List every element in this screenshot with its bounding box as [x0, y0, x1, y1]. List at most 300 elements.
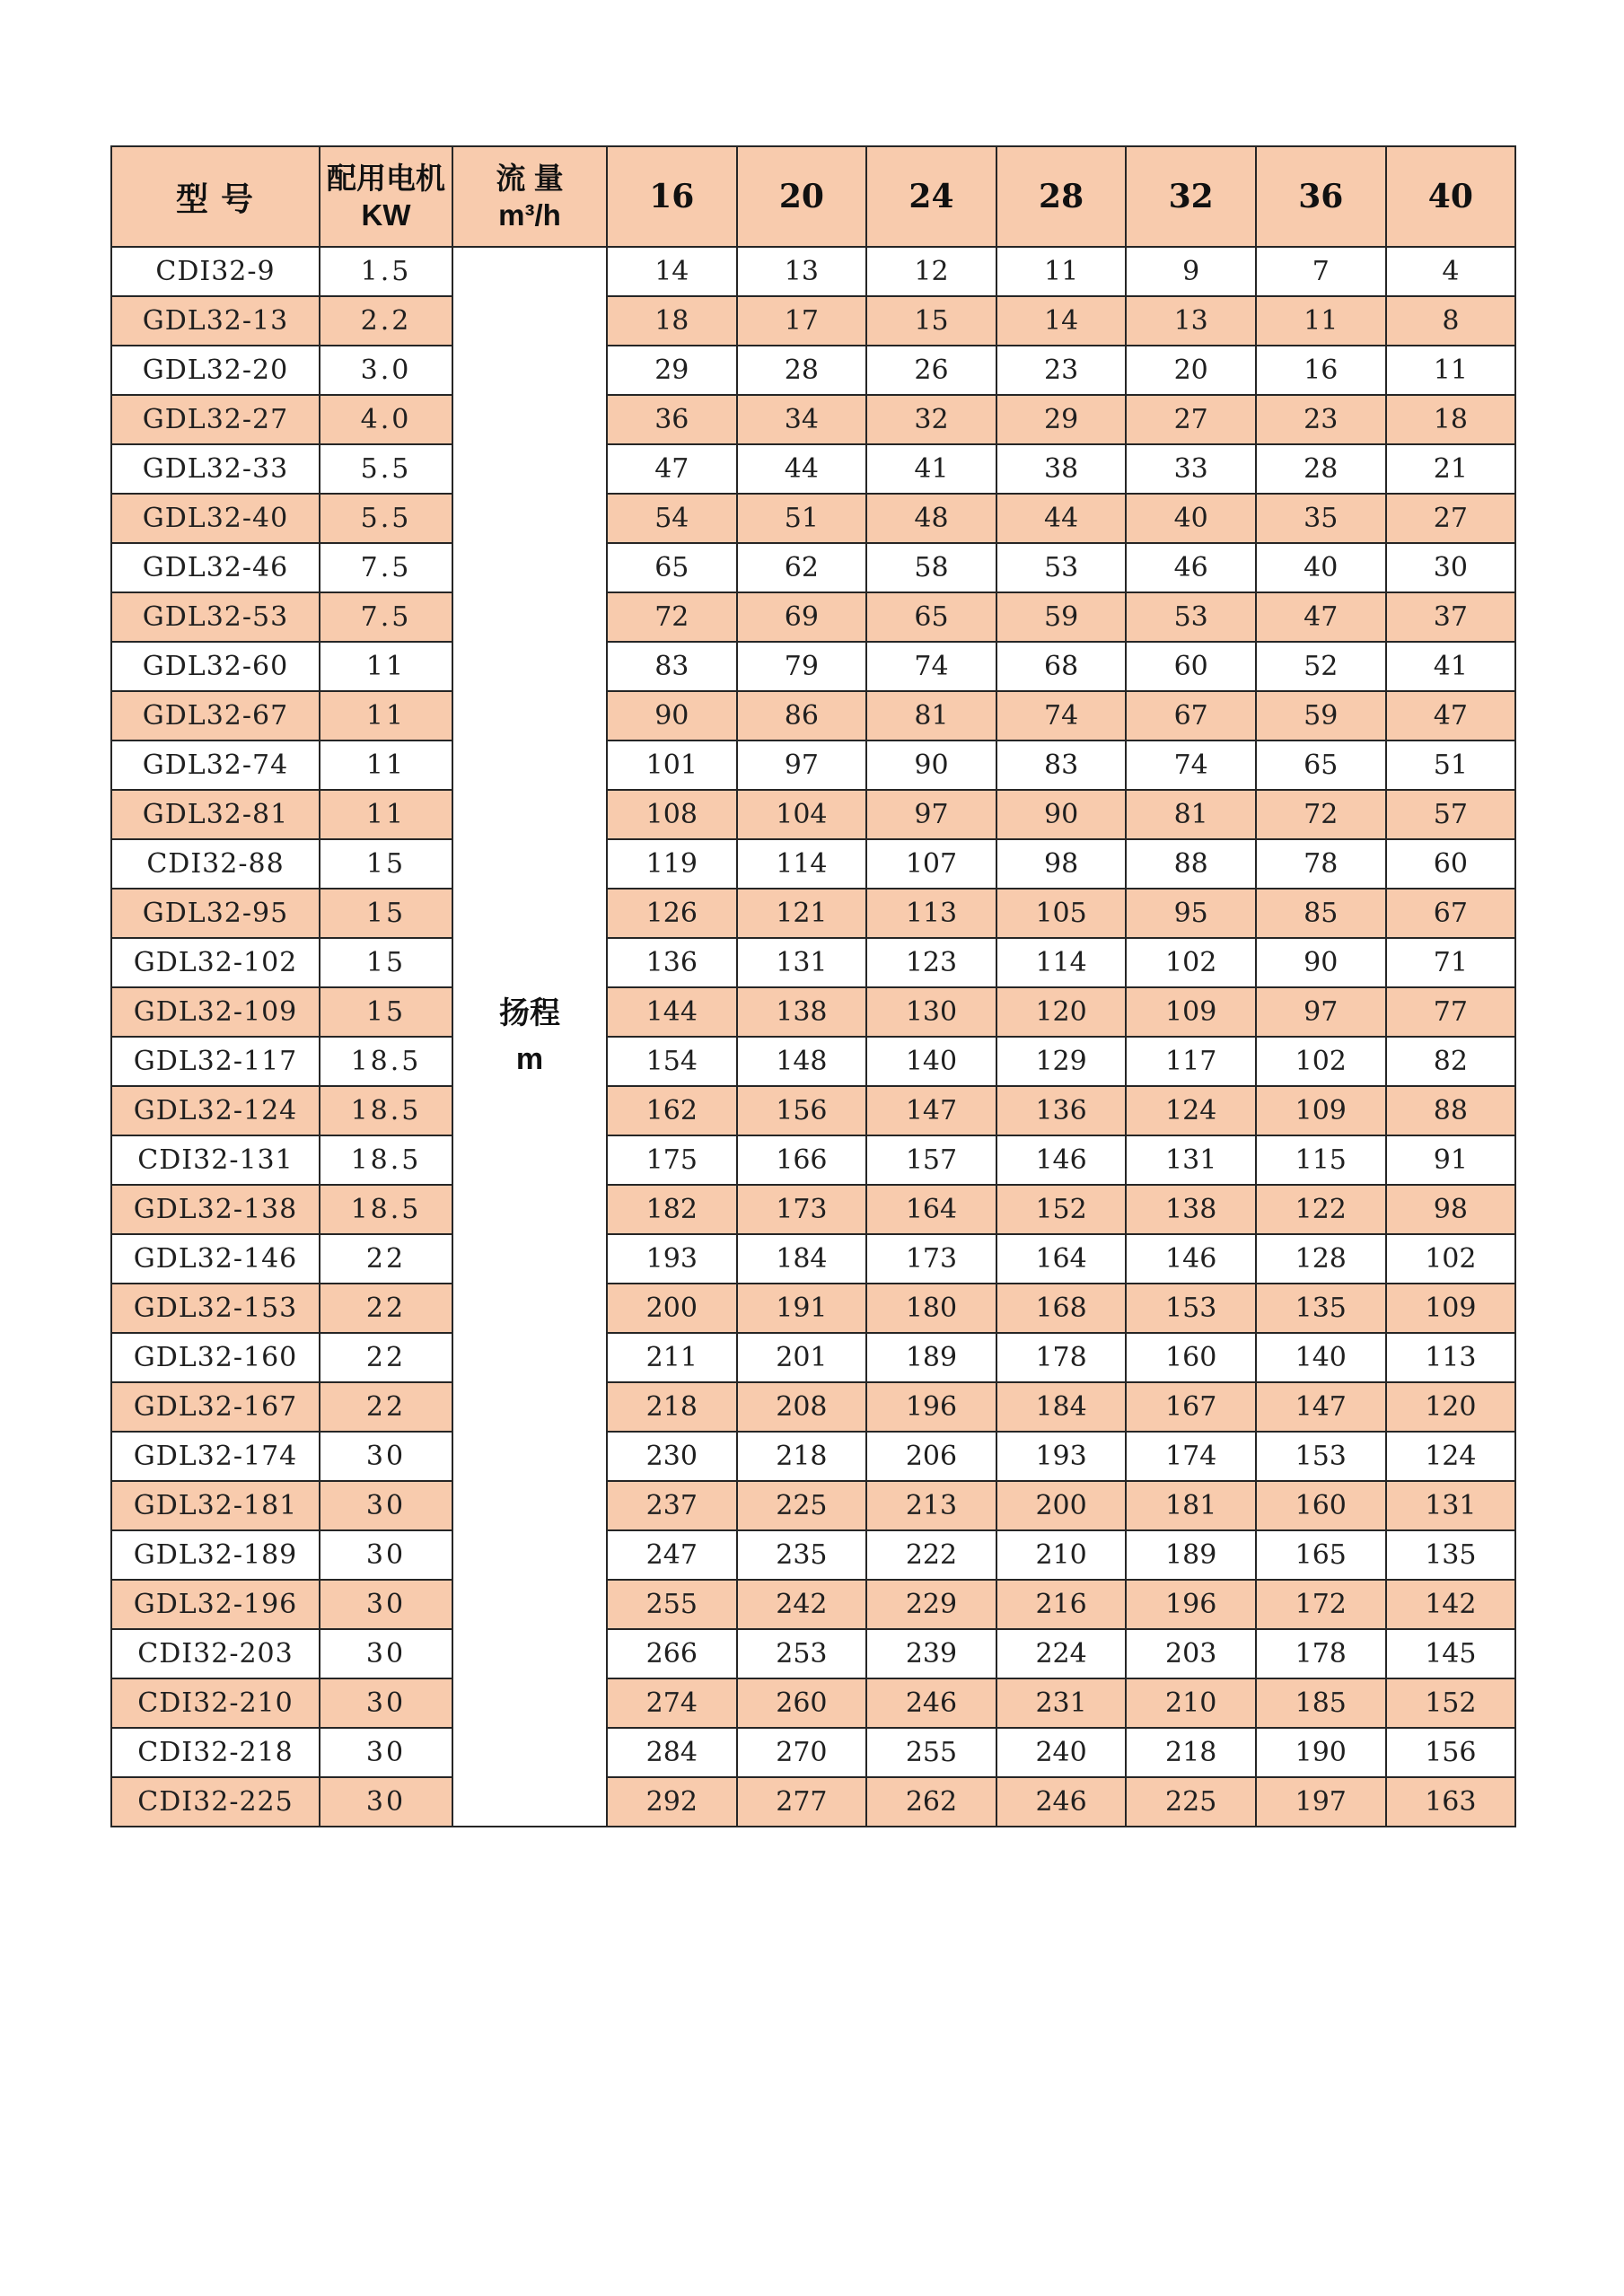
head-value-cell: 126 [607, 889, 737, 938]
table-row [111, 741, 1515, 790]
head-value-cell: 178 [1256, 1629, 1386, 1678]
head-value-cell: 54 [607, 494, 737, 543]
model-cell: CDI32-225 [111, 1777, 320, 1827]
head-value-cell: 114 [737, 839, 867, 889]
model-cell: GDL32-160 [111, 1333, 320, 1382]
motor-kw-cell: 22 [320, 1284, 452, 1333]
head-value-cell: 160 [1126, 1333, 1256, 1382]
head-value-cell: 237 [607, 1481, 737, 1530]
header-flow-24: 24 [866, 146, 996, 247]
head-value-cell: 175 [607, 1135, 737, 1185]
head-value-cell: 29 [996, 395, 1127, 444]
head-value-cell: 200 [607, 1284, 737, 1333]
head-value-cell: 172 [1256, 1580, 1386, 1629]
header-flow-16: 16 [607, 146, 737, 247]
head-value-cell: 113 [1386, 1333, 1516, 1382]
head-value-cell: 164 [996, 1234, 1127, 1284]
table-row [111, 1185, 1515, 1234]
head-value-cell: 274 [607, 1678, 737, 1728]
head-value-cell: 13 [1126, 296, 1256, 346]
head-value-cell: 8 [1386, 296, 1516, 346]
table-row [111, 592, 1515, 642]
table-row [111, 1432, 1515, 1481]
head-value-cell: 168 [996, 1284, 1127, 1333]
head-value-cell: 222 [866, 1530, 996, 1580]
head-value-cell: 164 [866, 1185, 996, 1234]
head-value-cell: 124 [1386, 1432, 1516, 1481]
head-value-cell: 51 [737, 494, 867, 543]
head-value-cell: 74 [1126, 741, 1256, 790]
model-cell: GDL32-95 [111, 889, 320, 938]
head-value-cell: 58 [866, 543, 996, 592]
model-cell: GDL32-196 [111, 1580, 320, 1629]
head-value-cell: 174 [1126, 1432, 1256, 1481]
head-value-cell: 79 [737, 642, 867, 691]
head-value-cell: 113 [866, 889, 996, 938]
head-value-cell: 38 [996, 444, 1127, 494]
table-body [111, 247, 1515, 1827]
motor-kw-cell: 5.5 [320, 444, 452, 494]
head-value-cell: 270 [737, 1728, 867, 1777]
motor-kw-cell: 15 [320, 889, 452, 938]
head-value-cell: 65 [607, 543, 737, 592]
header-row [111, 146, 1515, 247]
table-row [111, 1481, 1515, 1530]
model-cell: GDL32-153 [111, 1284, 320, 1333]
head-value-cell: 85 [1256, 889, 1386, 938]
head-value-cell: 292 [607, 1777, 737, 1827]
head-value-cell: 218 [1126, 1728, 1256, 1777]
table-row [111, 1086, 1515, 1135]
head-value-cell: 62 [737, 543, 867, 592]
head-value-cell: 74 [866, 642, 996, 691]
motor-kw-cell: 18.5 [320, 1135, 452, 1185]
motor-kw-cell: 15 [320, 839, 452, 889]
head-value-cell: 102 [1256, 1037, 1386, 1086]
table-row [111, 444, 1515, 494]
head-value-cell: 69 [737, 592, 867, 642]
motor-kw-cell: 7.5 [320, 592, 452, 642]
model-cell: CDI32-203 [111, 1629, 320, 1678]
head-value-cell: 74 [996, 691, 1127, 741]
table-row [111, 1580, 1515, 1629]
motor-kw-cell: 30 [320, 1481, 452, 1530]
head-value-cell: 197 [1256, 1777, 1386, 1827]
table-header [111, 146, 1515, 247]
head-value-cell: 147 [866, 1086, 996, 1135]
head-value-cell: 157 [866, 1135, 996, 1185]
model-cell: GDL32-74 [111, 741, 320, 790]
model-cell: GDL32-102 [111, 938, 320, 987]
head-value-cell: 216 [996, 1580, 1127, 1629]
head-value-cell: 97 [737, 741, 867, 790]
head-value-cell: 57 [1386, 790, 1516, 839]
motor-kw-cell: 30 [320, 1728, 452, 1777]
head-value-cell: 88 [1126, 839, 1256, 889]
head-value-cell: 180 [866, 1284, 996, 1333]
model-cell: CDI32-210 [111, 1678, 320, 1728]
head-value-cell: 28 [1256, 444, 1386, 494]
head-value-cell: 173 [737, 1185, 867, 1234]
head-value-cell: 182 [607, 1185, 737, 1234]
table-row [111, 889, 1515, 938]
head-value-cell: 48 [866, 494, 996, 543]
head-value-cell: 77 [1386, 987, 1516, 1037]
model-cell: GDL32-53 [111, 592, 320, 642]
head-value-cell: 124 [1126, 1086, 1256, 1135]
motor-kw-cell: 30 [320, 1777, 452, 1827]
head-value-cell: 210 [996, 1530, 1127, 1580]
head-value-cell: 246 [866, 1678, 996, 1728]
head-value-cell: 108 [607, 790, 737, 839]
head-value-cell: 152 [996, 1185, 1127, 1234]
head-value-cell: 98 [996, 839, 1127, 889]
head-value-cell: 147 [1256, 1382, 1386, 1432]
head-value-cell: 142 [1386, 1580, 1516, 1629]
head-value-cell: 156 [1386, 1728, 1516, 1777]
table-row [111, 691, 1515, 741]
table-row [111, 1333, 1515, 1382]
head-value-cell: 208 [737, 1382, 867, 1432]
head-value-cell: 122 [1256, 1185, 1386, 1234]
head-value-cell: 11 [1386, 346, 1516, 395]
head-value-cell: 224 [996, 1629, 1127, 1678]
head-value-cell: 218 [737, 1432, 867, 1481]
head-value-cell: 90 [1256, 938, 1386, 987]
model-cell: GDL32-189 [111, 1530, 320, 1580]
head-value-cell: 121 [737, 889, 867, 938]
head-value-cell: 148 [737, 1037, 867, 1086]
head-value-cell: 81 [866, 691, 996, 741]
head-value-cell: 11 [996, 247, 1127, 296]
model-cell: GDL32-181 [111, 1481, 320, 1530]
head-value-cell: 120 [996, 987, 1127, 1037]
header-flow-line1: 流 量 [496, 161, 564, 195]
head-value-cell: 41 [866, 444, 996, 494]
head-value-cell: 21 [1386, 444, 1516, 494]
model-cell: CDI32-9 [111, 247, 320, 296]
head-value-cell: 52 [1256, 642, 1386, 691]
head-value-cell: 129 [996, 1037, 1127, 1086]
model-cell: GDL32-138 [111, 1185, 320, 1234]
head-value-cell: 152 [1386, 1678, 1516, 1728]
head-value-cell: 231 [996, 1678, 1127, 1728]
head-value-cell: 4 [1386, 247, 1516, 296]
head-value-cell: 266 [607, 1629, 737, 1678]
table-row [111, 1234, 1515, 1284]
head-value-cell: 119 [607, 839, 737, 889]
pump-spec-table [110, 145, 1516, 1827]
head-value-cell: 193 [607, 1234, 737, 1284]
head-value-cell: 203 [1126, 1629, 1256, 1678]
head-value-cell: 67 [1126, 691, 1256, 741]
head-value-cell: 101 [607, 741, 737, 790]
head-value-cell: 105 [996, 889, 1127, 938]
head-value-cell: 18 [607, 296, 737, 346]
model-cell: CDI32-88 [111, 839, 320, 889]
head-value-cell: 90 [996, 790, 1127, 839]
motor-kw-cell: 15 [320, 938, 452, 987]
head-value-cell: 97 [1256, 987, 1386, 1037]
head-value-cell: 102 [1126, 938, 1256, 987]
table-row [111, 494, 1515, 543]
head-value-cell: 33 [1126, 444, 1256, 494]
head-value-cell: 123 [866, 938, 996, 987]
model-cell: GDL32-81 [111, 790, 320, 839]
header-motor-kw [320, 146, 452, 247]
head-value-cell: 107 [866, 839, 996, 889]
head-value-cell: 109 [1256, 1086, 1386, 1135]
head-value-cell: 71 [1386, 938, 1516, 987]
head-value-cell: 185 [1256, 1678, 1386, 1728]
header-motor-line2: KW [361, 198, 411, 232]
motor-kw-cell: 11 [320, 642, 452, 691]
head-value-cell: 91 [1386, 1135, 1516, 1185]
head-value-cell: 229 [866, 1580, 996, 1629]
head-value-cell: 72 [607, 592, 737, 642]
table-row [111, 642, 1515, 691]
head-value-cell: 260 [737, 1678, 867, 1728]
head-value-cell: 135 [1256, 1284, 1386, 1333]
motor-kw-cell: 5.5 [320, 494, 452, 543]
head-value-cell: 82 [1386, 1037, 1516, 1086]
head-value-cell: 40 [1126, 494, 1256, 543]
head-value-cell: 200 [996, 1481, 1127, 1530]
head-value-cell: 20 [1126, 346, 1256, 395]
head-value-cell: 30 [1386, 543, 1516, 592]
head-value-cell: 35 [1256, 494, 1386, 543]
model-cell: GDL32-40 [111, 494, 320, 543]
head-value-cell: 165 [1256, 1530, 1386, 1580]
head-value-cell: 117 [1126, 1037, 1256, 1086]
head-value-cell: 146 [996, 1135, 1127, 1185]
table-row [111, 938, 1515, 987]
head-value-cell: 68 [996, 642, 1127, 691]
model-cell: GDL32-46 [111, 543, 320, 592]
motor-kw-cell: 1.5 [320, 247, 452, 296]
head-value-cell: 131 [1126, 1135, 1256, 1185]
motor-kw-cell: 11 [320, 790, 452, 839]
head-value-cell: 27 [1386, 494, 1516, 543]
head-value-cell: 102 [1386, 1234, 1516, 1284]
head-value-cell: 28 [737, 346, 867, 395]
head-value-cell: 130 [866, 987, 996, 1037]
head-value-cell: 162 [607, 1086, 737, 1135]
head-value-cell: 97 [866, 790, 996, 839]
model-cell: GDL32-27 [111, 395, 320, 444]
head-value-cell: 14 [996, 296, 1127, 346]
head-value-cell: 86 [737, 691, 867, 741]
head-value-cell: 109 [1126, 987, 1256, 1037]
head-value-cell: 167 [1126, 1382, 1256, 1432]
table-row [111, 1382, 1515, 1432]
motor-kw-cell: 4.0 [320, 395, 452, 444]
head-value-cell: 247 [607, 1530, 737, 1580]
head-value-cell: 44 [737, 444, 867, 494]
motor-kw-cell: 7.5 [320, 543, 452, 592]
model-cell: GDL32-117 [111, 1037, 320, 1086]
head-value-cell: 18 [1386, 395, 1516, 444]
head-value-cell: 15 [866, 296, 996, 346]
head-value-cell: 173 [866, 1234, 996, 1284]
head-value-cell: 136 [996, 1086, 1127, 1135]
head-value-cell: 59 [1256, 691, 1386, 741]
head-value-cell: 240 [996, 1728, 1127, 1777]
head-value-cell: 225 [737, 1481, 867, 1530]
head-value-cell: 138 [1126, 1185, 1256, 1234]
head-value-cell: 78 [1256, 839, 1386, 889]
motor-kw-cell: 30 [320, 1678, 452, 1728]
head-value-cell: 115 [1256, 1135, 1386, 1185]
model-cell: GDL32-20 [111, 346, 320, 395]
table-row [111, 1678, 1515, 1728]
head-value-cell: 88 [1386, 1086, 1516, 1135]
model-cell: GDL32-167 [111, 1382, 320, 1432]
head-value-cell: 138 [737, 987, 867, 1037]
model-cell: GDL32-146 [111, 1234, 320, 1284]
header-flow [452, 146, 607, 247]
header-flow-20: 20 [737, 146, 867, 247]
head-value-cell: 242 [737, 1580, 867, 1629]
head-value-cell: 163 [1386, 1777, 1516, 1827]
head-value-cell: 47 [607, 444, 737, 494]
head-value-cell: 140 [866, 1037, 996, 1086]
head-value-cell: 136 [607, 938, 737, 987]
head-value-cell: 145 [1386, 1629, 1516, 1678]
table-row [111, 1037, 1515, 1086]
motor-kw-cell: 30 [320, 1629, 452, 1678]
model-cell: CDI32-218 [111, 1728, 320, 1777]
head-value-cell: 246 [996, 1777, 1127, 1827]
head-value-cell: 60 [1386, 839, 1516, 889]
head-value-cell: 225 [1126, 1777, 1256, 1827]
head-value-cell: 128 [1256, 1234, 1386, 1284]
header-motor-line1: 配用电机 [327, 161, 445, 195]
motor-kw-cell: 30 [320, 1530, 452, 1580]
header-flow-32: 32 [1126, 146, 1256, 247]
head-value-cell: 83 [996, 741, 1127, 790]
head-value-cell: 13 [737, 247, 867, 296]
motor-kw-cell: 22 [320, 1382, 452, 1432]
head-value-cell: 181 [1126, 1481, 1256, 1530]
motor-kw-cell: 18.5 [320, 1185, 452, 1234]
head-value-cell: 146 [1126, 1234, 1256, 1284]
head-value-cell: 23 [1256, 395, 1386, 444]
head-value-cell: 184 [996, 1382, 1127, 1432]
table-row [111, 1728, 1515, 1777]
head-value-cell: 60 [1126, 642, 1256, 691]
head-value-cell: 277 [737, 1777, 867, 1827]
table-row [111, 1777, 1515, 1827]
head-value-cell: 7 [1256, 247, 1386, 296]
head-value-cell: 37 [1386, 592, 1516, 642]
header-flow-36: 36 [1256, 146, 1386, 247]
table-row [111, 1530, 1515, 1580]
head-value-cell: 153 [1256, 1432, 1386, 1481]
table-row [111, 296, 1515, 346]
head-value-cell: 178 [996, 1333, 1127, 1382]
head-value-cell: 90 [607, 691, 737, 741]
head-value-cell: 104 [737, 790, 867, 839]
head-value-cell: 193 [996, 1432, 1127, 1481]
motor-kw-cell: 22 [320, 1234, 452, 1284]
head-value-cell: 95 [1126, 889, 1256, 938]
model-cell: GDL32-13 [111, 296, 320, 346]
head-meters-merged-cell [452, 247, 607, 1827]
head-value-cell: 81 [1126, 790, 1256, 839]
head-meters-line2: m [515, 1042, 544, 1076]
header-flow-40: 40 [1386, 146, 1516, 247]
head-value-cell: 16 [1256, 346, 1386, 395]
table-row [111, 839, 1515, 889]
head-value-cell: 156 [737, 1086, 867, 1135]
table-row [111, 1135, 1515, 1185]
head-value-cell: 206 [866, 1432, 996, 1481]
head-value-cell: 135 [1386, 1530, 1516, 1580]
head-value-cell: 27 [1126, 395, 1256, 444]
header-flow-28: 28 [996, 146, 1127, 247]
table-row [111, 987, 1515, 1037]
model-cell: GDL32-109 [111, 987, 320, 1037]
head-value-cell: 51 [1386, 741, 1516, 790]
head-value-cell: 131 [1386, 1481, 1516, 1530]
head-value-cell: 196 [1126, 1580, 1256, 1629]
motor-kw-cell: 18.5 [320, 1037, 452, 1086]
table-row [111, 346, 1515, 395]
head-value-cell: 65 [866, 592, 996, 642]
head-value-cell: 230 [607, 1432, 737, 1481]
model-cell: GDL32-174 [111, 1432, 320, 1481]
head-value-cell: 34 [737, 395, 867, 444]
head-value-cell: 160 [1256, 1481, 1386, 1530]
head-value-cell: 53 [1126, 592, 1256, 642]
head-value-cell: 83 [607, 642, 737, 691]
head-value-cell: 9 [1126, 247, 1256, 296]
model-cell: GDL32-124 [111, 1086, 320, 1135]
head-value-cell: 72 [1256, 790, 1386, 839]
table-row [111, 395, 1515, 444]
head-value-cell: 11 [1256, 296, 1386, 346]
head-value-cell: 196 [866, 1382, 996, 1432]
head-value-cell: 189 [866, 1333, 996, 1382]
head-value-cell: 40 [1256, 543, 1386, 592]
head-value-cell: 98 [1386, 1185, 1516, 1234]
header-flow-line2: m³/h [498, 198, 561, 232]
motor-kw-cell: 18.5 [320, 1086, 452, 1135]
head-value-cell: 32 [866, 395, 996, 444]
model-cell: GDL32-60 [111, 642, 320, 691]
head-value-cell: 131 [737, 938, 867, 987]
head-value-cell: 59 [996, 592, 1127, 642]
head-value-cell: 253 [737, 1629, 867, 1678]
head-value-cell: 120 [1386, 1382, 1516, 1432]
head-value-cell: 284 [607, 1728, 737, 1777]
head-value-cell: 90 [866, 741, 996, 790]
head-value-cell: 17 [737, 296, 867, 346]
head-value-cell: 235 [737, 1530, 867, 1580]
head-value-cell: 153 [1126, 1284, 1256, 1333]
head-value-cell: 140 [1256, 1333, 1386, 1382]
head-value-cell: 14 [607, 247, 737, 296]
head-value-cell: 255 [866, 1728, 996, 1777]
head-value-cell: 47 [1386, 691, 1516, 741]
head-value-cell: 218 [607, 1382, 737, 1432]
head-value-cell: 154 [607, 1037, 737, 1086]
motor-kw-cell: 2.2 [320, 296, 452, 346]
head-value-cell: 166 [737, 1135, 867, 1185]
head-value-cell: 12 [866, 247, 996, 296]
table-row [111, 1284, 1515, 1333]
